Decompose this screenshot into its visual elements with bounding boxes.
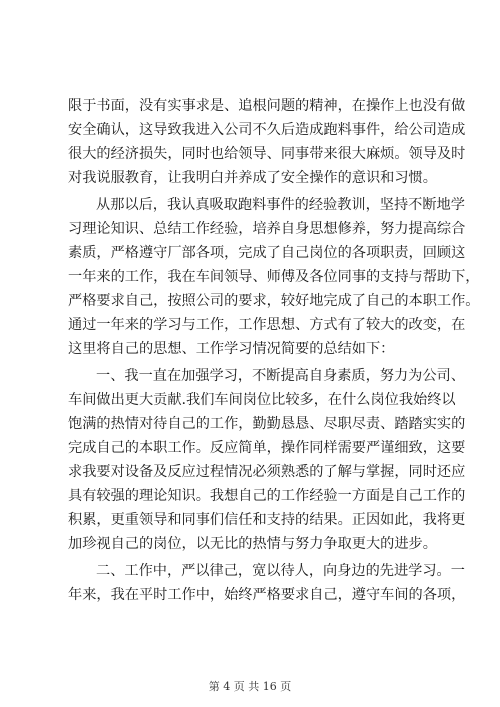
body-line-10: 通过一年来的学习与工作，工作思想、方式有了较大的改变，在	[68, 317, 466, 333]
body-line-8: 一年来的工作，我在车间领导、师傅及各位同事的支持与帮助下，	[68, 269, 480, 285]
body-line-9: 严格要求自己，按照公司的要求，较好地完成了自己的本职工作。	[68, 293, 480, 309]
body-line-2: 安全确认，这导致我进入公司不久后造成跑料事件，给公司造成	[68, 122, 466, 138]
body-line-14: 饱满的热情对待自己的工作，勤勤恳恳、尽职尽责、踏踏实实的	[68, 416, 466, 432]
body-line-19: 加珍视自己的岗位，以无比的热情与努力争取更大的进步。	[68, 536, 437, 552]
body-line-18: 积累，更重领导和同事们信任和支持的结果。正因如此，我将更	[68, 512, 466, 528]
body-line-15: 完成自己的本职工作。反应简单，操作同样需要严谨细致，这要	[68, 440, 466, 456]
paragraph-4-first-line: 二、工作中，严以律己，宽以待人，向身边的先进学习。一	[96, 563, 465, 579]
body-line-13: 车间做出更大贡献.我们车间岗位比较多，在什么岗位我始终以	[68, 392, 456, 408]
body-line-6: 习理论知识、总结工作经验，培养自身思想修养，努力提高综合	[68, 221, 466, 237]
body-line-3: 很大的经济损失，同时也给领导、同事带来很大麻烦。领导及时	[68, 146, 466, 162]
body-line-17: 具有较强的理论知识。我想自己的工作经验一方面是自己工作的	[68, 488, 466, 504]
paragraph-3-first-line: 一、我一直在加强学习，不断提高自身素质，努力为公司、	[96, 368, 465, 384]
body-line-1: 限于书面，没有实事求是、追根问题的精神，在操作上也没有做	[68, 98, 466, 114]
body-line-11: 这里将自己的思想、工作学习情况简要的总结如下：	[68, 341, 395, 357]
body-line-7: 素质，严格遵守厂部各项，完成了自己岗位的各项职责，回顾这	[68, 245, 466, 261]
body-line-16: 求我要对设备及反应过程情况必须熟悉的了解与掌握，同时还应	[68, 464, 466, 480]
page-footer: 第 4 页 共 16 页	[208, 680, 292, 693]
body-line-4: 对我说服教育，让我明白并养成了安全操作的意识和习惯。	[68, 170, 437, 186]
paragraph-2-first-line: 从那以后，我认真吸取跑料事件的经验教训，坚持不断地学	[96, 197, 465, 213]
body-line-21: 年来，我在平时工作中，始终严格要求自己，遵守车间的各项，	[68, 587, 466, 603]
